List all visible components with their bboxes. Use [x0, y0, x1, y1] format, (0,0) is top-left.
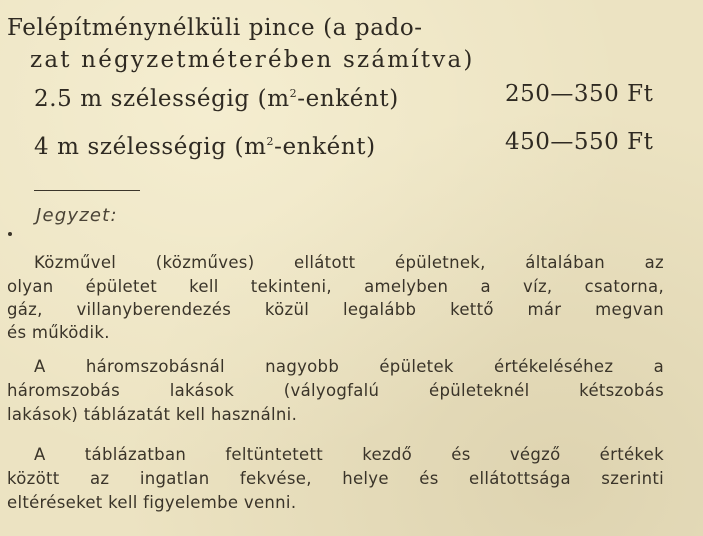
note-paragraph-3-line-3: eltéréseket kell figyelembe venni. [7, 493, 297, 512]
table-row-1-label: 2.5 m szélességig $(m^2-enként)$ [34, 86, 399, 112]
note-paragraph-3-line-2: között az ingatlan fekvése, helye és ellátottsága szerinti [7, 469, 664, 488]
footnote-divider [34, 190, 140, 191]
note-paragraph-2-line-1: A háromszobásnál nagyobb épületek értékeléséhez a [34, 357, 664, 376]
table-heading-line-2: zat négyzetméterében számítva) [30, 47, 475, 73]
ink-speck [8, 232, 12, 236]
note-paragraph-3-line-1: A táblázatban feltüntetett kezdő és végző értékek [34, 445, 664, 464]
table-row-2-price: 450—550 Ft [505, 129, 654, 155]
note-paragraph-1-line-2: olyan épületet kell tekinteni, amelyben a víz, csatorna, [7, 277, 664, 296]
table-heading-line-1: Felépítménynélküli pince (a pado- [7, 15, 423, 41]
table-row-1-price: 250—350 Ft [505, 81, 654, 107]
note-heading: Jegyzet: [36, 205, 118, 226]
note-paragraph-1-line-1: Közművel (közműves) ellátott épületnek, általában az [34, 253, 664, 272]
table-row-2-label: 4 m szélességig $(m^2-enként)$ [34, 134, 376, 160]
note-paragraph-2-line-2: háromszobás lakások (vályogfalú épületeknél kétszobás [7, 381, 664, 400]
note-paragraph-1-line-4: és működik. [7, 323, 110, 342]
note-paragraph-2-line-3: lakások) táblázatát kell használni. [7, 405, 298, 424]
note-paragraph-1-line-3: gáz, villanyberendezés közül legalább kettő már megvan [7, 300, 664, 319]
